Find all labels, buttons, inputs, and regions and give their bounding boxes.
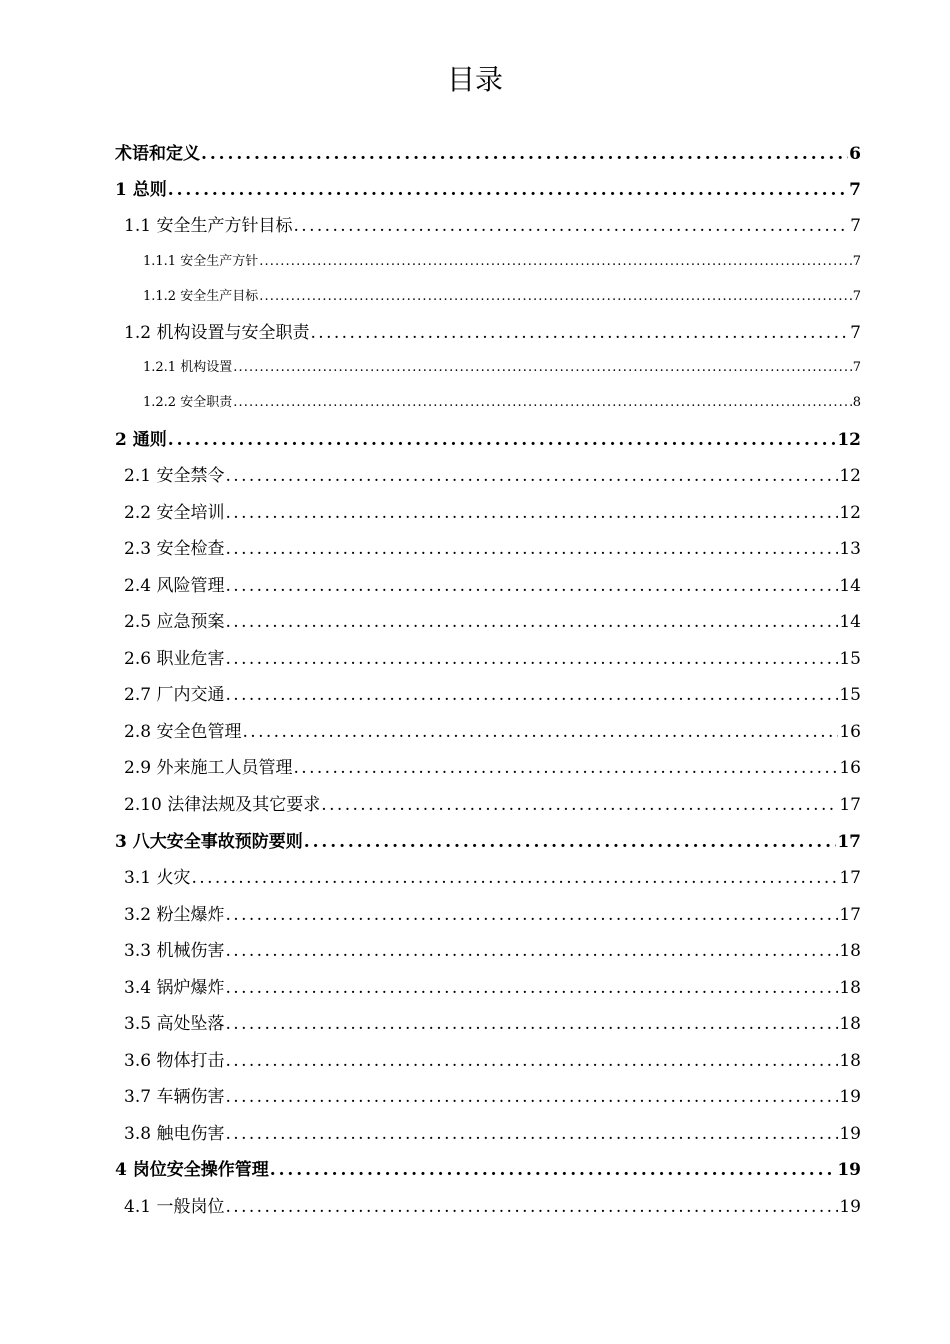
toc-page-number: 19 <box>839 1197 861 1217</box>
toc-page-number: 13 <box>839 539 861 559</box>
toc-entry-label: 2 通则 <box>115 430 167 450</box>
toc-leader <box>225 1197 838 1217</box>
toc-entry[interactable] <box>124 900 861 924</box>
toc-entry[interactable] <box>115 1155 861 1179</box>
toc-entry-label: 3.2 粉尘爆炸 <box>124 905 225 925</box>
toc-entry-label: 1.2.1 机构设置 <box>143 360 233 375</box>
toc-page-number: 6 <box>849 144 861 164</box>
toc-leader <box>225 612 838 632</box>
toc-leader <box>225 1124 838 1144</box>
toc-entry[interactable] <box>143 250 861 270</box>
toc-page-number: 14 <box>839 576 861 596</box>
toc-entry-label: 3.8 触电伤害 <box>124 1124 225 1144</box>
toc-entry[interactable] <box>115 827 861 851</box>
toc-entry[interactable] <box>124 1119 861 1143</box>
toc-entry-label: 2.8 安全色管理 <box>124 722 242 742</box>
toc-leader <box>191 868 838 888</box>
toc-leader <box>233 360 852 375</box>
toc-leader <box>225 576 838 596</box>
toc-entry[interactable] <box>124 973 861 997</box>
toc-leader <box>225 466 838 486</box>
toc-entry-label: 1.2.2 安全职责 <box>143 395 233 410</box>
toc-entry-label: 1.2 机构设置与安全职责 <box>124 323 310 343</box>
toc-leader <box>225 685 838 705</box>
toc-leader <box>225 905 838 925</box>
toc-page-number: 18 <box>839 941 861 961</box>
toc-entry-label: 2.4 风险管理 <box>124 576 225 596</box>
toc-page-number: 12 <box>837 430 861 450</box>
toc-page-number: 17 <box>837 832 861 852</box>
toc-page-number: 19 <box>839 1087 861 1107</box>
toc-page-number: 14 <box>839 612 861 632</box>
toc-entry[interactable] <box>124 936 861 960</box>
toc-page-number: 7 <box>852 360 861 375</box>
toc-leader <box>168 430 837 450</box>
toc-leader <box>293 216 849 236</box>
toc-entry-label: 2.10 法律法规及其它要求 <box>124 795 321 815</box>
toc-entry[interactable] <box>143 285 861 305</box>
toc-entry-label: 3 八大安全事故预防要则 <box>115 832 303 852</box>
toc-entry[interactable] <box>143 391 861 411</box>
toc-page-number: 19 <box>837 1160 861 1180</box>
toc-entry[interactable] <box>124 1192 861 1216</box>
toc-entry[interactable] <box>124 571 861 595</box>
toc-page-number: 16 <box>839 758 861 778</box>
toc-leader <box>233 395 852 410</box>
toc-page-number: 7 <box>850 216 861 236</box>
toc-entry[interactable] <box>115 425 861 449</box>
toc-leader <box>225 539 838 559</box>
toc-leader <box>259 289 852 304</box>
toc-leader <box>225 1051 838 1071</box>
toc-entry[interactable] <box>124 680 861 704</box>
toc-leader <box>168 180 848 200</box>
toc-entry-label: 3.6 物体打击 <box>124 1051 225 1071</box>
toc-leader <box>321 795 838 815</box>
toc-entry[interactable] <box>124 498 861 522</box>
toc-entry-label: 4.1 一般岗位 <box>124 1197 225 1217</box>
toc-leader <box>225 649 838 669</box>
toc-entry-label: 1 总则 <box>115 180 167 200</box>
toc-entry-label: 3.3 机械伤害 <box>124 941 225 961</box>
toc-page-number: 12 <box>839 466 861 486</box>
toc-leader <box>225 978 838 998</box>
toc-entry[interactable] <box>124 717 861 741</box>
toc-entry[interactable] <box>115 175 861 199</box>
toc-entry[interactable] <box>124 461 861 485</box>
toc-page-number: 7 <box>849 180 861 200</box>
toc-page-number: 18 <box>839 978 861 998</box>
toc-entry[interactable] <box>124 863 861 887</box>
toc-leader <box>225 503 838 523</box>
toc-entry[interactable] <box>124 607 861 631</box>
toc-entry-label: 3.7 车辆伤害 <box>124 1087 225 1107</box>
toc-leader <box>201 144 848 164</box>
toc-entry-label: 2.2 安全培训 <box>124 503 225 523</box>
toc-page-number: 7 <box>850 323 861 343</box>
toc-page-number: 16 <box>839 722 861 742</box>
toc-entry-label: 2.3 安全检查 <box>124 539 225 559</box>
toc-entry[interactable] <box>124 1082 861 1106</box>
toc-entry-label: 3.1 火灾 <box>124 868 191 888</box>
toc-entry[interactable] <box>124 1009 861 1033</box>
toc-leader <box>225 1014 838 1034</box>
toc-page-number: 7 <box>852 254 861 269</box>
toc-page-number: 15 <box>839 649 861 669</box>
toc-entry-label: 术语和定义 <box>115 144 200 164</box>
toc-entry[interactable] <box>124 644 861 668</box>
toc-entry-label: 3.4 锅炉爆炸 <box>124 978 225 998</box>
toc-entry[interactable] <box>124 211 861 235</box>
toc-entry-label: 3.5 高处坠落 <box>124 1014 225 1034</box>
toc-page-number: 19 <box>839 1124 861 1144</box>
toc-page-number: 17 <box>839 905 861 925</box>
toc-entry[interactable] <box>124 753 861 777</box>
toc-entry-label: 1.1 安全生产方针目标 <box>124 216 293 236</box>
toc-entry[interactable] <box>124 1046 861 1070</box>
toc-leader <box>225 1087 838 1107</box>
toc-page-number: 18 <box>839 1014 861 1034</box>
toc-page-number: 17 <box>839 868 861 888</box>
toc-entry[interactable] <box>124 318 861 342</box>
toc-title: 目录 <box>446 63 503 96</box>
toc-entry-label: 1.1.1 安全生产方针 <box>143 254 259 269</box>
toc-leader <box>270 1160 837 1180</box>
toc-entry-label: 2.6 职业危害 <box>124 649 225 669</box>
toc-page-number: 17 <box>839 795 861 815</box>
toc-entry[interactable] <box>115 139 861 163</box>
toc-page-number: 12 <box>839 503 861 523</box>
toc-entry-label: 2.5 应急预案 <box>124 612 225 632</box>
toc-leader <box>259 254 852 269</box>
toc-entry[interactable] <box>124 534 861 558</box>
toc-entry[interactable] <box>124 790 861 814</box>
toc-entry-label: 4 岗位安全操作管理 <box>115 1160 269 1180</box>
toc-page-number: 15 <box>839 685 861 705</box>
toc-page-number: 8 <box>852 395 861 410</box>
toc-page-number: 7 <box>852 289 861 304</box>
toc-leader <box>304 832 837 852</box>
toc-entry-label: 2.7 厂内交通 <box>124 685 225 705</box>
toc-leader <box>242 722 838 742</box>
toc-leader <box>293 758 838 778</box>
toc-leader <box>225 941 838 961</box>
toc-entry-label: 2.9 外来施工人员管理 <box>124 758 293 778</box>
toc-entry[interactable] <box>143 356 861 376</box>
toc-leader <box>310 323 849 343</box>
toc-entry-label: 2.1 安全禁令 <box>124 466 225 486</box>
toc-page-number: 18 <box>839 1051 861 1071</box>
toc-entry-label: 1.1.2 安全生产目标 <box>143 289 259 304</box>
